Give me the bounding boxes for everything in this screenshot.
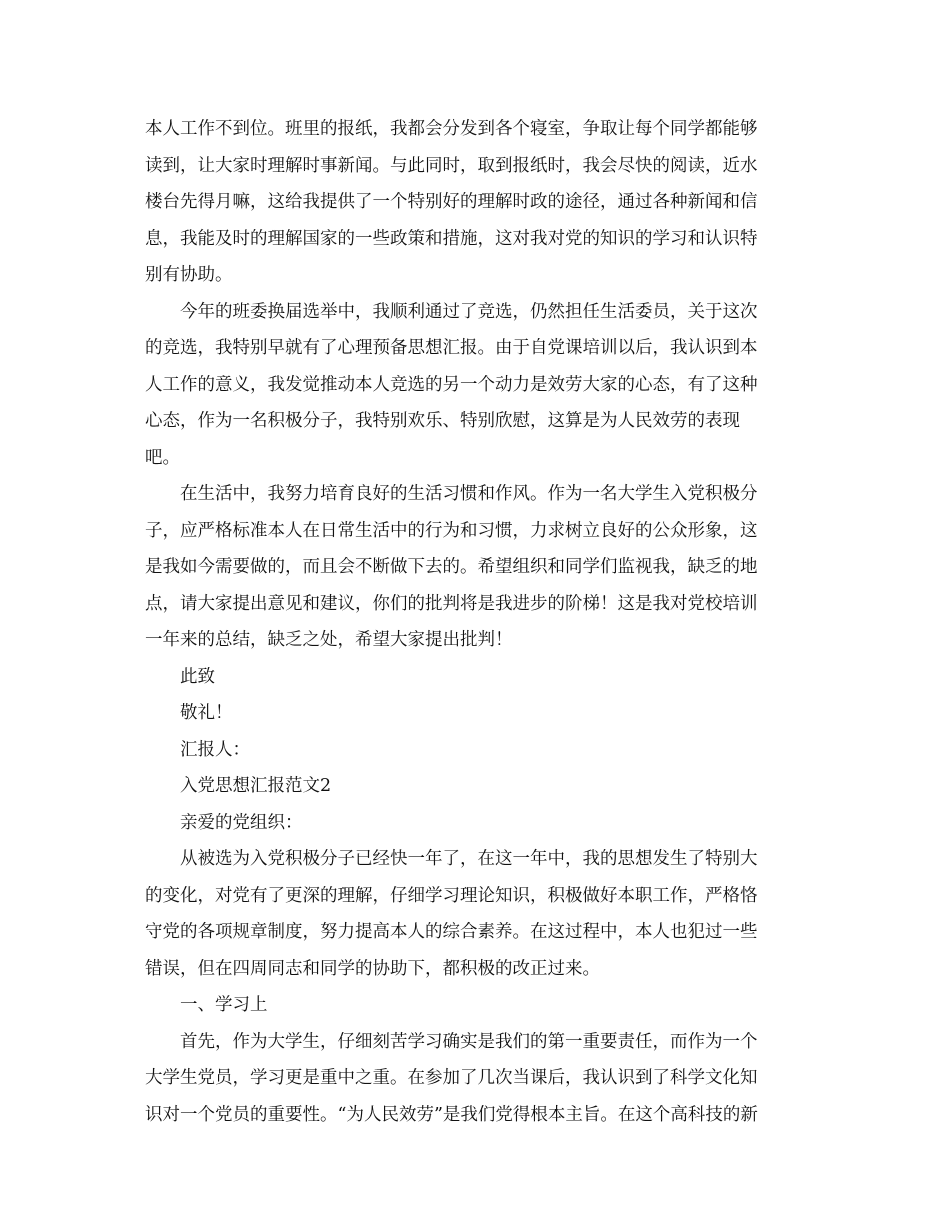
paragraph-class-election	[145, 294, 805, 477]
text-line: 今年的班委换届选举中，我顺利通过了竞选，仍然担任生活委员，关于这次	[180, 301, 758, 322]
closing-salute-1: 此致	[180, 666, 215, 687]
paragraph-study	[145, 1024, 805, 1134]
text-line: 读到，让大家时理解时事新闻。与此同时，取到报纸时，我会尽快的阅读，近水	[145, 155, 758, 176]
salutation: 亲爱的党组织：	[180, 812, 303, 833]
paragraph-work-newspaper	[145, 111, 805, 294]
section-heading-study: 一、学习上	[180, 995, 268, 1015]
text-line: 子，应严格标准本人在日常生活中的行为和习惯，力求树立良好的公众形象，这	[145, 520, 758, 541]
reporter-label: 汇报人：	[180, 739, 250, 760]
document-page	[145, 111, 805, 1133]
text-line: 息，我能及时的理解国家的一些政策和措施，这对我对党的知识的学习和认识特	[145, 228, 758, 249]
text-line: 错误，但在四周同志和同学的协助下，都积极的改正过来。	[145, 958, 600, 979]
essay-title: 入党思想汇报范文2	[180, 776, 332, 796]
text-line: 本人工作不到位。班里的报纸，我都会分发到各个寝室，争取让每个同学都能够	[145, 119, 758, 139]
text-line: 的竞选，我特别早就有了心理预备思想汇报。由于自党课培训以后，我认识到本	[145, 338, 758, 358]
text-line: 在生活中，我努力培育良好的生活习惯和作风。作为一名大学生入党积极分	[180, 484, 758, 504]
text-line: 大学生党员，学习更是重中之重。在参加了几次当课后，我认识到了科学文化知	[145, 1068, 758, 1088]
text-line: 别有协助。	[145, 265, 233, 285]
text-line: 从被选为入党积极分子已经快一年了，在这一年中，我的思想发生了特别大	[180, 849, 758, 869]
text-line: 人工作的意义，我发觉推动本人竞选的另一个动力是效劳大家的心态，有了这种	[145, 374, 758, 395]
text-line: 守党的各项规章制度，努力提高本人的综合素养。在这过程中，本人也犯过一些	[145, 922, 758, 942]
closing-salute-2: 敬礼！	[180, 703, 233, 723]
text-line: 楼台先得月嘛，这给我提供了一个特别好的理解时政的途径，通过各种新闻和信	[145, 192, 758, 212]
text-line: 吧。	[145, 447, 180, 468]
text-line: 识对一个党员的重要性。“为人民效劳”是我们党得根本主旨。在这个高科技的新	[145, 1104, 758, 1125]
text-line: 一年来的总结，缺乏之处，希望大家提出批判！	[145, 630, 513, 650]
text-line: 的变化，对党有了更深的理解，仔细学习理论知识，积极做好本职工作，严格恪	[145, 885, 758, 906]
text-line: 心态，作为一名积极分子，我特别欢乐、特别欣慰，这算是为人民效劳的表现	[145, 411, 740, 431]
text-line: 点，请大家提出意见和建议，你们的批判将是我进步的阶梯！这是我对党校培训	[145, 593, 758, 614]
paragraph-one-year-change	[145, 841, 805, 987]
text-line: 首先，作为大学生，仔细刻苦学习确实是我们的第一重要责任，而作为一个	[180, 1031, 758, 1052]
text-line: 是我如今需要做的，而且会不断做下去的。希望组织和同学们监视我，缺乏的地	[145, 557, 758, 577]
paragraph-daily-life	[145, 476, 805, 659]
